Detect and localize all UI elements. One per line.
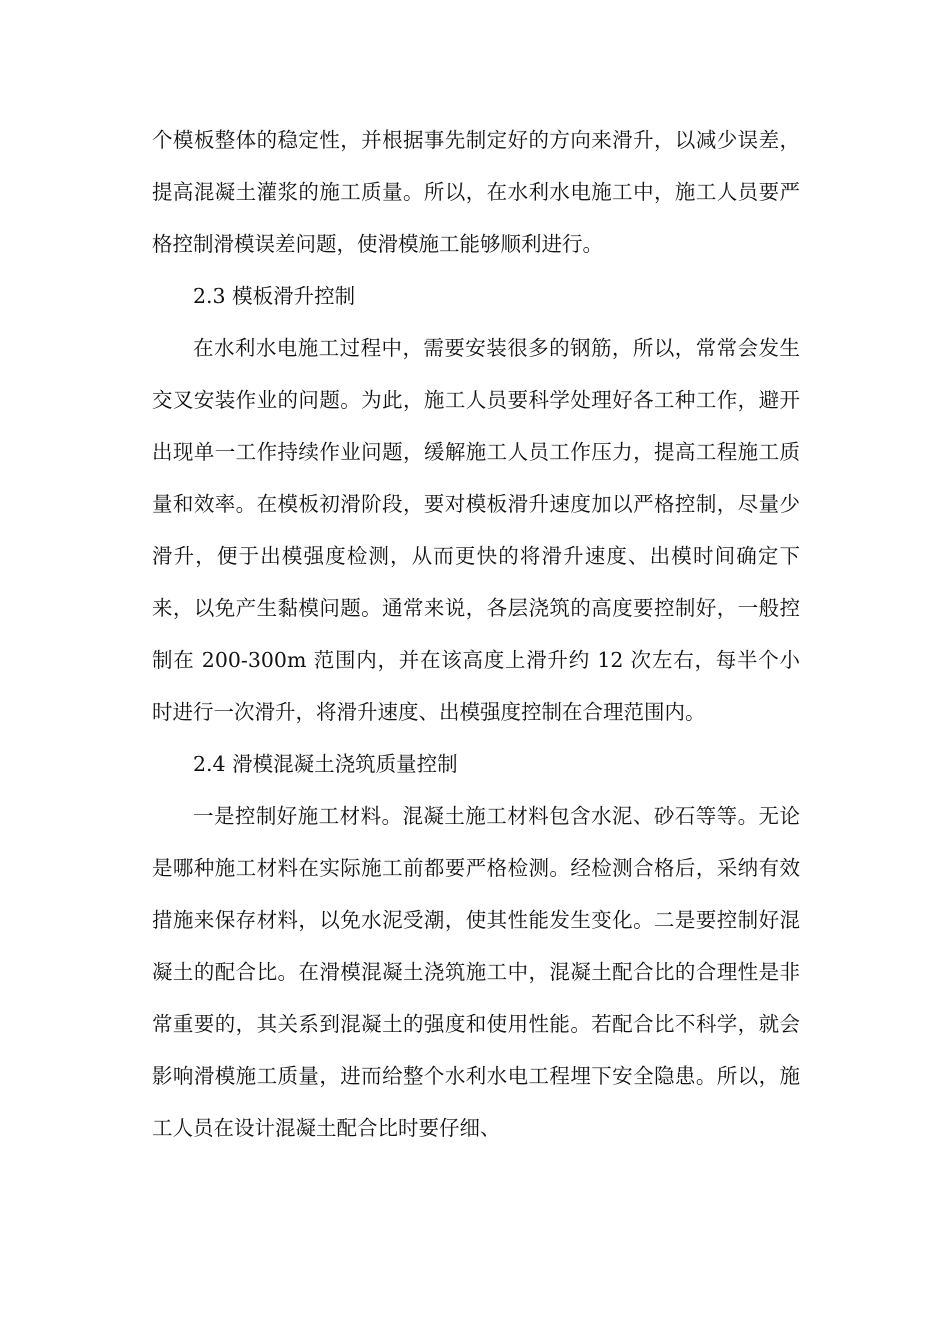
body-paragraph-2-4: 一是控制好施工材料。混凝土施工材料包含水泥、砂石等等。无论是哪种施工材料在实际施工前都要严格检测。经检测合格后，采纳有效措施来保存材料，以免水泥受潮，使其性能发生变化。二是要控制好混凝土的配合比。在滑模混凝土浇筑施工中，混凝土配合比的合理性是非常重要的，其关系到混凝土的强度和使用性能。若配合比不科学，就会影响滑模施工质量，进而给整个水利水电工程埋下安全隐患。所以，施工人员在设计混凝土配合比时要仔细、 [152, 804, 800, 1140]
body-paragraph-2-3: 在水利水电施工过程中，需要安装很多的钢筋，所以，常常会发生交叉安装作业的问题。为此，施工人员要科学处理好各工种工作，避开出现单一工作持续作业问题，缓解施工人员工作压力，提高工程施工质量和效率。在模板初滑阶段，要对模板滑升速度加以严格控制，尽量少滑升，便于出模强度检测，从而更快的将滑升速度、出模时间确定下来，以免产生黏模问题。通常来说，各层浇筑的高度要控制好，一般控制在 200-300m 范围内，并在该高度上滑升约 12 次左右，每半个小时进行一次滑升，将滑升速度、出模强度控制在合理范围内。 [152, 336, 800, 724]
section-heading-2-4: 2.4 滑模混凝土浇筑质量控制 [193, 752, 458, 776]
continued-paragraph: 个模板整体的稳定性，并根据事先制定好的方向来滑升，以减少误差，提高混凝土灌浆的施工质量。所以，在水利水电施工中，施工人员要严格控制滑模误差问题，使滑模施工能够顺利进行。 [152, 128, 800, 256]
section-heading-2-3: 2.3 模板滑升控制 [193, 284, 356, 308]
document-body [152, 114, 800, 1154]
